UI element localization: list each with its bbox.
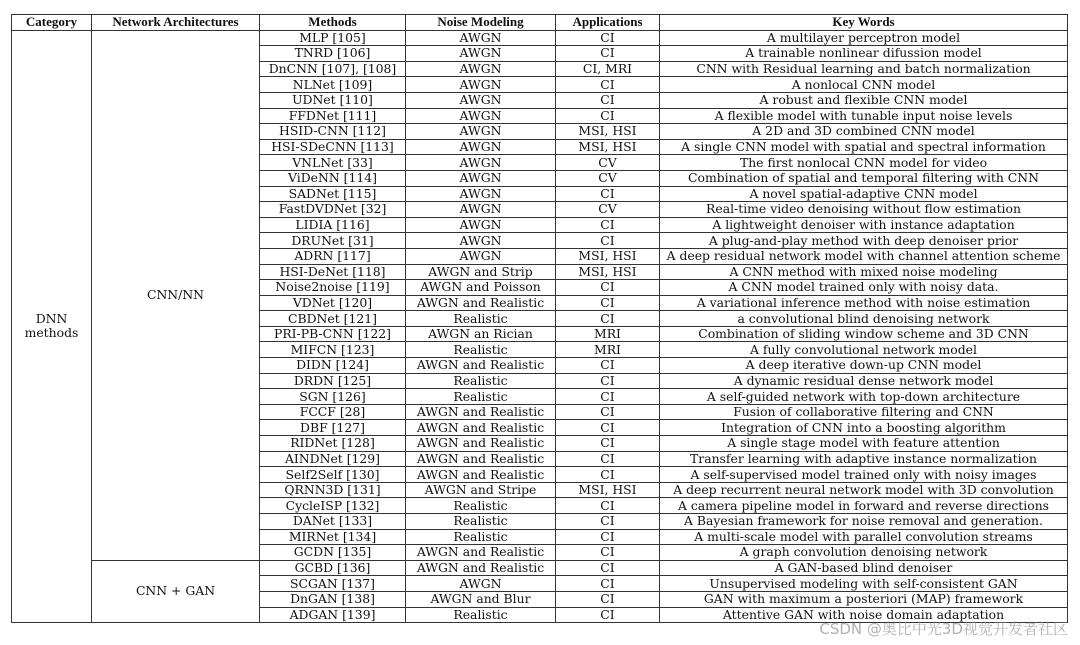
application-cell: CI (556, 358, 660, 374)
application-cell: CI (556, 92, 660, 108)
noise-cell: Realistic (406, 389, 556, 405)
keywords-cell: A fully convolutional network model (660, 342, 1068, 358)
noise-cell: AWGN and Blur (406, 591, 556, 607)
keywords-cell: Attentive GAN with noise domain adaptation (660, 607, 1068, 623)
method-cell: PRI-PB-CNN [122] (260, 326, 406, 342)
application-cell: CI (556, 591, 660, 607)
method-cell: SCGAN [137] (260, 576, 406, 592)
noise-cell: Realistic (406, 529, 556, 545)
header-row (12, 15, 1068, 31)
noise-cell: AWGN (406, 92, 556, 108)
noise-cell: Realistic (406, 311, 556, 327)
application-cell: CI (556, 576, 660, 592)
application-cell: MRI (556, 342, 660, 358)
noise-cell: AWGN and Stripe (406, 482, 556, 498)
application-cell: MSI, HSI (556, 264, 660, 280)
application-cell: MSI, HSI (556, 139, 660, 155)
keywords-cell: A novel spatial-adaptive CNN model (660, 186, 1068, 202)
header-key-words: Key Words (660, 15, 1068, 31)
application-cell: CI (556, 467, 660, 483)
method-cell: ADRN [117] (260, 248, 406, 264)
noise-cell: AWGN (406, 108, 556, 124)
noise-cell: AWGN (406, 139, 556, 155)
noise-cell: AWGN (406, 233, 556, 249)
keywords-cell: A deep recurrent neural network model with 3D convolution (660, 482, 1068, 498)
keywords-cell: Unsupervised modeling with self-consistent GAN (660, 576, 1068, 592)
method-cell: DANet [133] (260, 514, 406, 530)
keywords-cell: A flexible model with tunable input noise levels (660, 108, 1068, 124)
header-applications: Applications (556, 15, 660, 31)
keywords-cell: A graph convolution denoising network (660, 545, 1068, 561)
header-category: Category (12, 15, 92, 31)
keywords-cell: A multi-scale model with parallel convolution streams (660, 529, 1068, 545)
application-cell: CI (556, 311, 660, 327)
noise-cell: AWGN (406, 170, 556, 186)
method-cell: FCCF [28] (260, 404, 406, 420)
noise-cell: AWGN and Poisson (406, 280, 556, 296)
keywords-cell: Real-time video denoising without flow estimation (660, 202, 1068, 218)
application-cell: CI (556, 451, 660, 467)
table-body (12, 30, 1068, 623)
keywords-cell: A deep residual network model with channel attention scheme (660, 248, 1068, 264)
application-cell: MSI, HSI (556, 248, 660, 264)
application-cell: CI (556, 46, 660, 62)
method-cell: CycleISP [132] (260, 498, 406, 514)
application-cell: CI (556, 233, 660, 249)
method-cell: DRDN [125] (260, 373, 406, 389)
noise-cell: AWGN and Realistic (406, 436, 556, 452)
noise-cell: Realistic (406, 607, 556, 623)
table-header (12, 15, 1068, 31)
noise-cell: AWGN (406, 155, 556, 171)
method-cell: UDNet [110] (260, 92, 406, 108)
application-cell: CI (556, 30, 660, 46)
header-noise-modeling: Noise Modeling (406, 15, 556, 31)
application-cell: CV (556, 155, 660, 171)
watermark: CSDN @奥比中光3D视觉开发者社区 (819, 620, 1068, 638)
method-cell: DnGAN [138] (260, 591, 406, 607)
noise-cell: AWGN (406, 202, 556, 218)
application-cell: CI (556, 607, 660, 623)
method-cell: TNRD [106] (260, 46, 406, 62)
keywords-cell: A CNN method with mixed noise modeling (660, 264, 1068, 280)
noise-cell: AWGN and Realistic (406, 560, 556, 576)
keywords-cell: GAN with maximum a posteriori (MAP) framework (660, 591, 1068, 607)
application-cell: CI (556, 217, 660, 233)
method-cell: AINDNet [129] (260, 451, 406, 467)
architecture-cell: CNN/NN (92, 30, 260, 560)
method-cell: MLP [105] (260, 30, 406, 46)
keywords-cell: A lightweight denoiser with instance adaptation (660, 217, 1068, 233)
method-cell: Noise2noise [119] (260, 280, 406, 296)
noise-cell: AWGN (406, 576, 556, 592)
noise-cell: AWGN and Realistic (406, 545, 556, 561)
method-cell: RIDNet [128] (260, 436, 406, 452)
keywords-cell: A trainable nonlinear difussion model (660, 46, 1068, 62)
noise-cell: AWGN (406, 186, 556, 202)
table-row (12, 560, 1068, 576)
application-cell: CI, MRI (556, 61, 660, 77)
application-cell: CI (556, 404, 660, 420)
noise-cell: AWGN (406, 248, 556, 264)
keywords-cell: A Bayesian framework for noise removal and generation. (660, 514, 1068, 530)
method-cell: VNLNet [33] (260, 155, 406, 171)
application-cell: CI (556, 389, 660, 405)
method-cell: LIDIA [116] (260, 217, 406, 233)
keywords-cell: Combination of sliding window scheme and 3D CNN (660, 326, 1068, 342)
keywords-cell: A GAN-based blind denoiser (660, 560, 1068, 576)
method-cell: ADGAN [139] (260, 607, 406, 623)
noise-cell: Realistic (406, 498, 556, 514)
noise-cell: AWGN and Realistic (406, 467, 556, 483)
keywords-cell: Integration of CNN into a boosting algorithm (660, 420, 1068, 436)
keywords-cell: Combination of spatial and temporal filtering with CNN (660, 170, 1068, 186)
keywords-cell: A self-supervised model trained only with noisy images (660, 467, 1068, 483)
keywords-cell: A self-guided network with top-down architecture (660, 389, 1068, 405)
noise-cell: Realistic (406, 514, 556, 530)
method-cell: DnCNN [107], [108] (260, 61, 406, 77)
method-cell: QRNN3D [131] (260, 482, 406, 498)
keywords-cell: The first nonlocal CNN model for video (660, 155, 1068, 171)
noise-cell: AWGN an Rician (406, 326, 556, 342)
keywords-cell: A multilayer perceptron model (660, 30, 1068, 46)
method-cell: MIFCN [123] (260, 342, 406, 358)
application-cell: CI (556, 420, 660, 436)
method-cell: MIRNet [134] (260, 529, 406, 545)
noise-cell: Realistic (406, 373, 556, 389)
method-cell: HSI-DeNet [118] (260, 264, 406, 280)
keywords-cell: Fusion of collaborative filtering and CNN (660, 404, 1068, 420)
application-cell: CV (556, 170, 660, 186)
header-methods: Methods (260, 15, 406, 31)
method-cell: FFDNet [111] (260, 108, 406, 124)
noise-cell: Realistic (406, 342, 556, 358)
method-cell: GCDN [135] (260, 545, 406, 561)
noise-cell: AWGN (406, 30, 556, 46)
application-cell: MSI, HSI (556, 124, 660, 140)
noise-cell: AWGN and Realistic (406, 358, 556, 374)
keywords-cell: A CNN model trained only with noisy data. (660, 280, 1068, 296)
keywords-cell: A dynamic residual dense network model (660, 373, 1068, 389)
header-architectures: Network Architectures (92, 15, 260, 31)
table-container (11, 14, 1067, 623)
noise-cell: AWGN and Strip (406, 264, 556, 280)
noise-cell: AWGN and Realistic (406, 295, 556, 311)
method-cell: NLNet [109] (260, 77, 406, 93)
category-line: methods (24, 325, 79, 341)
noise-cell: AWGN and Realistic (406, 451, 556, 467)
application-cell: CI (556, 77, 660, 93)
noise-cell: AWGN (406, 46, 556, 62)
method-cell: Self2Self [130] (260, 467, 406, 483)
application-cell: CI (556, 436, 660, 452)
keywords-cell: A single stage model with feature attention (660, 436, 1068, 452)
keywords-cell: a convolutional blind denoising network (660, 311, 1068, 327)
category-line: DNN (35, 311, 68, 327)
keywords-cell: A 2D and 3D combined CNN model (660, 124, 1068, 140)
keywords-cell: A camera pipeline model in forward and reverse directions (660, 498, 1068, 514)
keywords-cell: A deep iterative down-up CNN model (660, 358, 1068, 374)
application-cell: CI (556, 514, 660, 530)
keywords-cell: CNN with Residual learning and batch normalization (660, 61, 1068, 77)
method-cell: SADNet [115] (260, 186, 406, 202)
application-cell: CI (556, 108, 660, 124)
method-cell: HSID-CNN [112] (260, 124, 406, 140)
noise-cell: AWGN (406, 124, 556, 140)
noise-cell: AWGN (406, 217, 556, 233)
keywords-cell: A single CNN model with spatial and spectral information (660, 139, 1068, 155)
method-cell: CBDNet [121] (260, 311, 406, 327)
application-cell: CI (556, 280, 660, 296)
category-cell (12, 30, 92, 623)
application-cell: CI (556, 373, 660, 389)
method-cell: GCBD [136] (260, 560, 406, 576)
method-cell: VDNet [120] (260, 295, 406, 311)
application-cell: MRI (556, 326, 660, 342)
application-cell: CI (556, 545, 660, 561)
method-cell: DBF [127] (260, 420, 406, 436)
noise-cell: AWGN (406, 77, 556, 93)
keywords-cell: A plug-and-play method with deep denoiser prior (660, 233, 1068, 249)
method-cell: SGN [126] (260, 389, 406, 405)
method-cell: HSI-SDeCNN [113] (260, 139, 406, 155)
dnn-methods-table (11, 14, 1068, 623)
noise-cell: AWGN and Realistic (406, 404, 556, 420)
application-cell: CI (556, 560, 660, 576)
noise-cell: AWGN (406, 61, 556, 77)
keywords-cell: Transfer learning with adaptive instance normalization (660, 451, 1068, 467)
application-cell: MSI, HSI (556, 482, 660, 498)
noise-cell: AWGN and Realistic (406, 420, 556, 436)
architecture-cell: CNN + GAN (92, 560, 260, 622)
method-cell: DRUNet [31] (260, 233, 406, 249)
application-cell: CI (556, 498, 660, 514)
keywords-cell: A nonlocal CNN model (660, 77, 1068, 93)
application-cell: CI (556, 295, 660, 311)
application-cell: CI (556, 529, 660, 545)
method-cell: FastDVDNet [32] (260, 202, 406, 218)
keywords-cell: A variational inference method with noise estimation (660, 295, 1068, 311)
application-cell: CI (556, 186, 660, 202)
application-cell: CV (556, 202, 660, 218)
table-row (12, 30, 1068, 46)
keywords-cell: A robust and flexible CNN model (660, 92, 1068, 108)
method-cell: DIDN [124] (260, 358, 406, 374)
method-cell: ViDeNN [114] (260, 170, 406, 186)
